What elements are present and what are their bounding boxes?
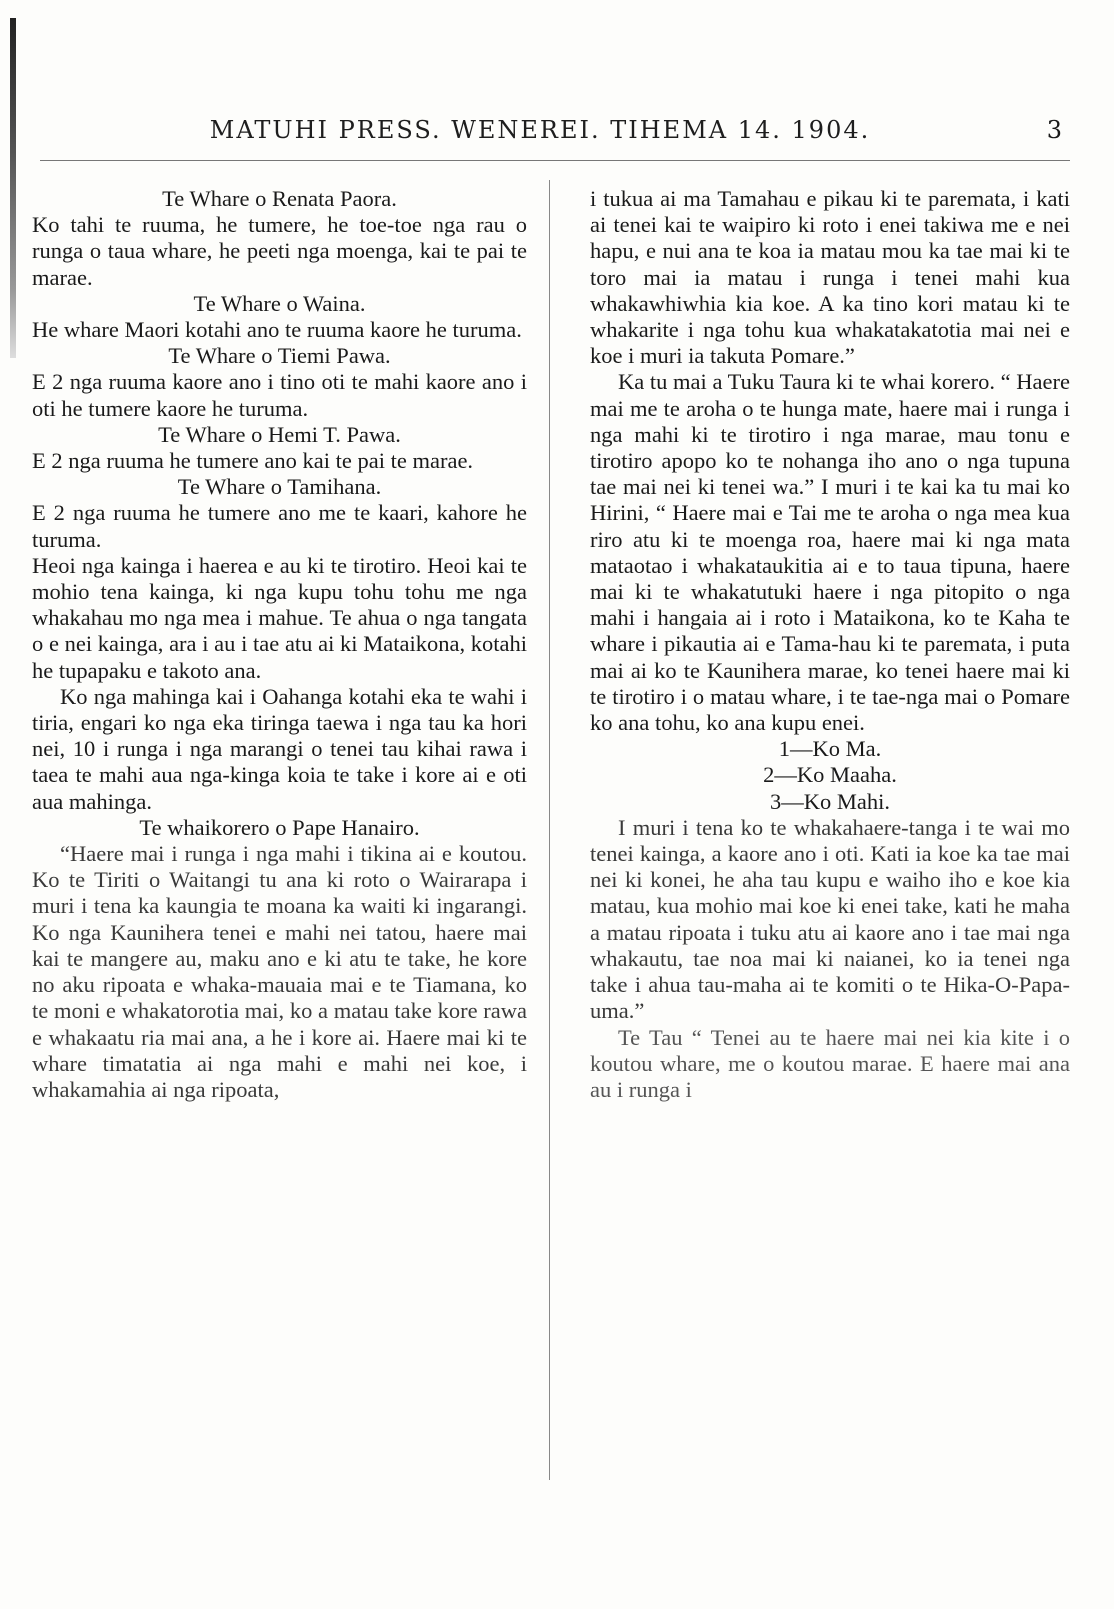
page-edge-mark: [10, 18, 16, 358]
paragraph: I muri i tena ko te whakahaere-tanga i te wai mo tenei kainga, a kaore ano i oti. Kati ia koe ka tae mai nei ki konei, he aha tau kupu e waiho iho e koe kia matau, kua mohio mai koe ki enei take, kati he maha a matau ripoata i tuku atu ai kaore ano i tae mai nga whakautu, tae noa mai ki naianei, ko ia tenei nga take i ahua tau-maha ai te komiti o te Hika-O-Papa-uma.”: [590, 814, 1070, 1024]
masthead-title: MATUHI PRESS. WENEREI. TIHEMA 14. 1904.: [209, 116, 871, 144]
paragraph: Heoi nga kainga i haerea e au ki te tirotiro. Heoi kai te mohio tena kainga, ki nga kupu tohu tohu me nga whakahau mo nga mea i mahue. Te ahua o nga tangata o e nei kainga, ara i au i tae atu ai ki Mataikona, kotahi he tupapaku e takoto ana.: [32, 552, 527, 683]
paragraph: Ka tu mai a Tuku Taura ki te whai korero. “ Haere mai me te aroha o te hunga mate, haere mai i runga i nga mahi ki te tirotiro i nga marae, mau tonu e tirotiro apopo ko te nohanga iho ano o nga tupuna tae mai nei ki tenei wa.” I muri i te kai ka tu mai ko Hirini, “ Haere mai e Tai me te aroha o nga mea kua riro atu ki te moenga roa, haere mai ki nga mata mataotao i whakataukitia ai e to taua tipuna, haere mai ki te whakatutuki haere i nga pitopito o nga mahi i hangaia ai i roto i Mataikona, ko te Kaha te whare i pikautia ai e Tama-hau ki te paremata, i puta mai ai ko te Kaunihera marae, ko tenei haere mai ki te tirotiro i o matau whare, i te tae-nga mai o Pomare ko ana tohu, ko ana kupu enei.: [590, 369, 1070, 736]
section-heading: Te Whare o Renata Paora.: [162, 186, 397, 211]
section-heading: Te Whare o Tamihana.: [177, 474, 382, 500]
list-item: 1—Ko Ma.: [778, 736, 882, 762]
list-item: 2—Ko Maaha.: [763, 762, 897, 788]
paragraph: Ko tahi te ruuma, he tumere, he toe-toe nga rau o runga o taua whare, he peeti nga moenga, kai te pai te marae.: [32, 212, 527, 290]
speech-paragraph: “Haere mai i runga i nga mahi i tikina ai e koutou. Ko te Tiriti o Waitangi tu ana ki roto o Wairarapa i muri i tena ka kaungia te moana ka waiti ki ingarangi. Ko nga Kaunihera tenei e mahi nei tatou, haere mai kai te mangere au, maku ano e ki atu te take, he kore no aku ripoata e whaka-mauaia mai e te Tiamana, ko te moni e whakatorotia mai, ko a matau take kore rawa e whakaatu ria mai ana, a he i kore ai. Haere mai ki te whare timatatia ai nga mahi e mahi nei koe, i whakamahia ai nga ripoata,: [32, 841, 527, 1102]
paragraph: E 2 nga ruuma kaore ano i tino oti te mahi kaore ano i oti he tumere kaore he turuma.: [32, 369, 527, 421]
section-heading: Te whaikorero o Pape Hanairo.: [139, 814, 420, 840]
paragraph: i tukua ai ma Tamahau e pikau ki te paremata, i kati ai tenei kai te waipiro ki roto i enei takiwa me e nei hapu, e nui ana te koa ia matau mou ka tae mai ki te toro mai ia matau i runga i tenei mahi kua whakawhiwhia kia koe. A ka tino kori matau ki te whakarite i nga tohu kua whakatakatotia mai nei e koe i muri ia takuta Pomare.”: [590, 186, 1070, 369]
column-divider: [549, 180, 550, 1480]
list-item: 3—Ko Mahi.: [770, 788, 890, 814]
section-heading: Te Whare o Tiemi Pawa.: [168, 343, 391, 369]
paragraph: E 2 nga ruuma he tumere ano kai te pai te marae.: [32, 448, 474, 474]
left-column: [32, 186, 527, 1103]
header-rule: [40, 160, 1070, 161]
paragraph: E 2 nga ruuma he tumere ano me te kaari, kahore he turuma.: [32, 500, 527, 552]
paragraph: He whare Maori kotahi ano te ruuma kaore he turuma.: [32, 317, 522, 343]
right-column: [590, 186, 1070, 1103]
paragraph: Te Tau “ Tenei au te haere mai nei kia kite i o koutou whare, me o koutou marae. E haere mai ana au i runga i: [590, 1024, 1070, 1102]
paragraph: Ko nga mahinga kai i Oahanga kotahi eka te wahi i tiria, engari ko nga eka tiringa taewa i nga tau ka hori nei, 10 i runga i nga marangi o tenei tau kihai rawa i taea te mahi aua nga-kinga koia te take i kore ai e oti aua mahinga.: [32, 683, 527, 814]
section-heading: Te Whare o Hemi T. Pawa.: [158, 421, 401, 447]
section-heading: Te Whare o Waina.: [193, 290, 366, 316]
masthead: [0, 112, 1114, 152]
page-number: 3: [1046, 116, 1062, 144]
